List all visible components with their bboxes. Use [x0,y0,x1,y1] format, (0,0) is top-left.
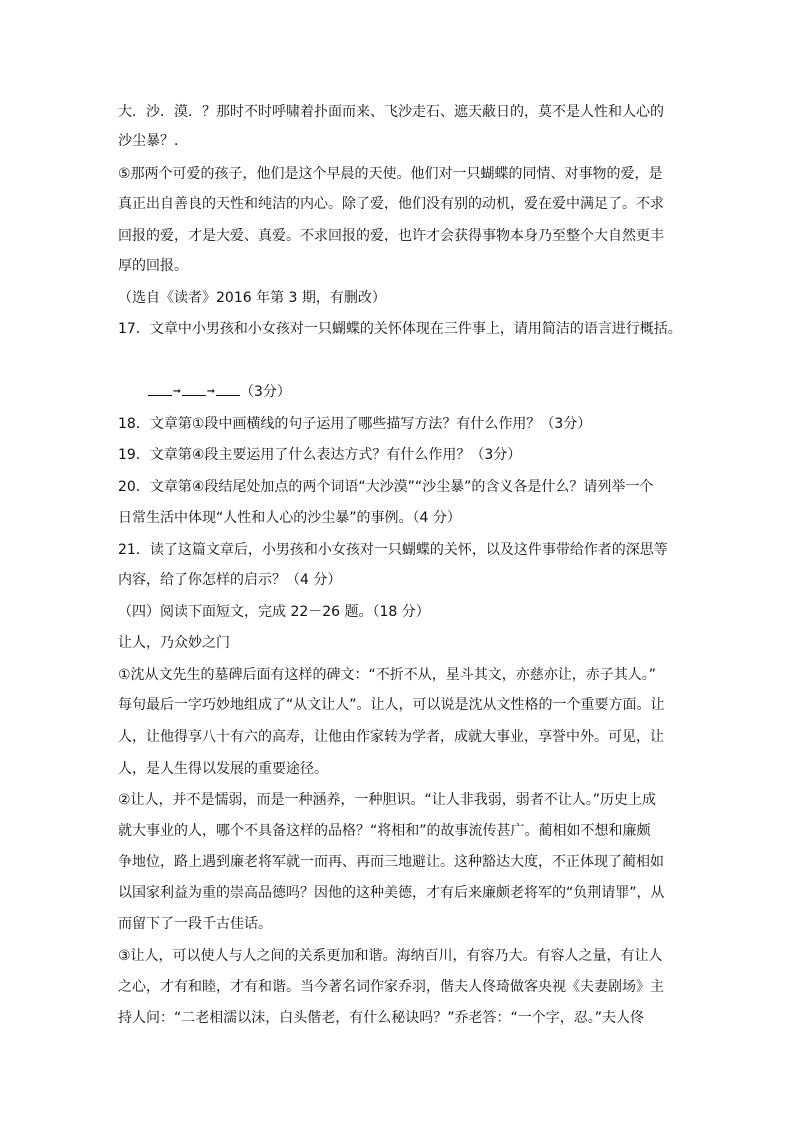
text-line: 大．沙．漠．？那时不时呼啸着扑面而来、飞沙走石、遮天蔽日的，莫不是人性和人心的 [118,104,664,120]
question-18: 18．文章第①段中画横线的句子运用了哪些描写方法？有什么作用？（3分） [118,416,592,432]
text-line: ⑤那两个可爱的孩子，他们是这个早晨的天使。他们对一只蝴蝶的同情、对事物的爱，是 [118,166,663,182]
section-heading: （四）阅读下面短文，完成 22－26 题。（18 分） [118,604,430,620]
text-line: 以国家利益为重的崇高品德吗？因他的这种美德，才有后来廉颇老将军的“负荆请罪”，从 [118,885,665,901]
text-line: 真正出自善良的天性和纯洁的内心。除了爱，他们没有别的动机，爱在爱中满足了。不求 [118,196,664,212]
text-line: 沙尘暴？． [118,133,188,149]
answer-blank-2[interactable] [182,383,206,396]
arrow-icon: ➞ [172,386,182,397]
question-20: 20．文章第④段结尾处加点的两个词语“大沙漠”“沙尘暴”的含义各是什么？请列举一个 [118,479,654,495]
text-line: 就大事业的人，哪个不具备这样的品格？“将相和”的故事流传甚广。蔺相如不想和廉颇 [118,823,651,839]
text-line: 而留下了一段千古佳话。 [118,916,272,932]
answer-blank-1[interactable] [148,383,172,396]
answer-blanks [148,382,291,402]
answer-blank-3[interactable] [216,383,240,396]
text-line: 每句最后一字巧妙地组成了“从文让人”。让人，可以说是沈从文性格的一个重要方面。让 [118,697,665,713]
source-citation: （选自《读者》2016 年第 3 期，有删改） [118,290,386,306]
arrow-icon: ➞ [206,386,216,397]
article-title: 让人，乃众妙之门 [118,635,230,651]
text-line: 人，是人生得以发展的重要途径。 [118,761,328,777]
text-line: 之心，才有和睦，才有和谐。当今著名词作家乔羽，偕夫人佟琦做客央视《夫妻剧场》主 [118,979,664,995]
question-19: 19．文章第④段主要运用了什么表达方式？有什么作用？（3分） [118,447,522,463]
text-line: 人，让他得享八十有六的高寿，让他由作家转为学者，成就大事业，享誉中外。可见，让 [118,729,664,745]
points-label: （3分） [240,384,291,400]
text-line: ③让人，可以使人与人之间的关系更加和谐。海纳百川，有容乃大。有容人之量，有让人 [118,948,663,964]
text-line: ①沈从文先生的墓碑后面有这样的碑文：“不折不从，星斗其文，亦慈亦让，赤子其人。” [118,667,657,683]
question-17: 17．文章中小男孩和小女孩对一只蝴蝶的关怀体现在三件事上，请用简洁的语言进行概括。 [118,321,682,337]
text-line: 内容，给了你怎样的启示？（4 分） [118,572,342,588]
text-line: 争地位，路上遇到廉老将军就一而再、再而三地避让。这种豁达大度，不正体现了蔺相如 [118,854,664,870]
text-line: 厚的回报。 [118,258,188,274]
text-line: 日常生活中体现“人性和人心的沙尘暴”的事例。（4 分） [118,510,461,526]
text-line: 持人问：“二老相濡以沫，白头偕老，有什么秘诀吗？”乔老答：“一个字，忍。”夫人佟 [118,1010,645,1026]
text-line: ②让人，并不是懦弱，而是一种涵养，一种胆识。“让人非我弱，弱者不让人。”历史上成 [118,792,657,808]
text-line: 回报的爱，才是大爱、真爱。不求回报的爱，也许才会获得事物本身乃至整个大自然更丰 [118,228,664,244]
question-21: 21．读了这篇文章后，小男孩和小女孩对一只蝴蝶的关怀，以及这件事带给作者的深思等 [118,542,668,558]
